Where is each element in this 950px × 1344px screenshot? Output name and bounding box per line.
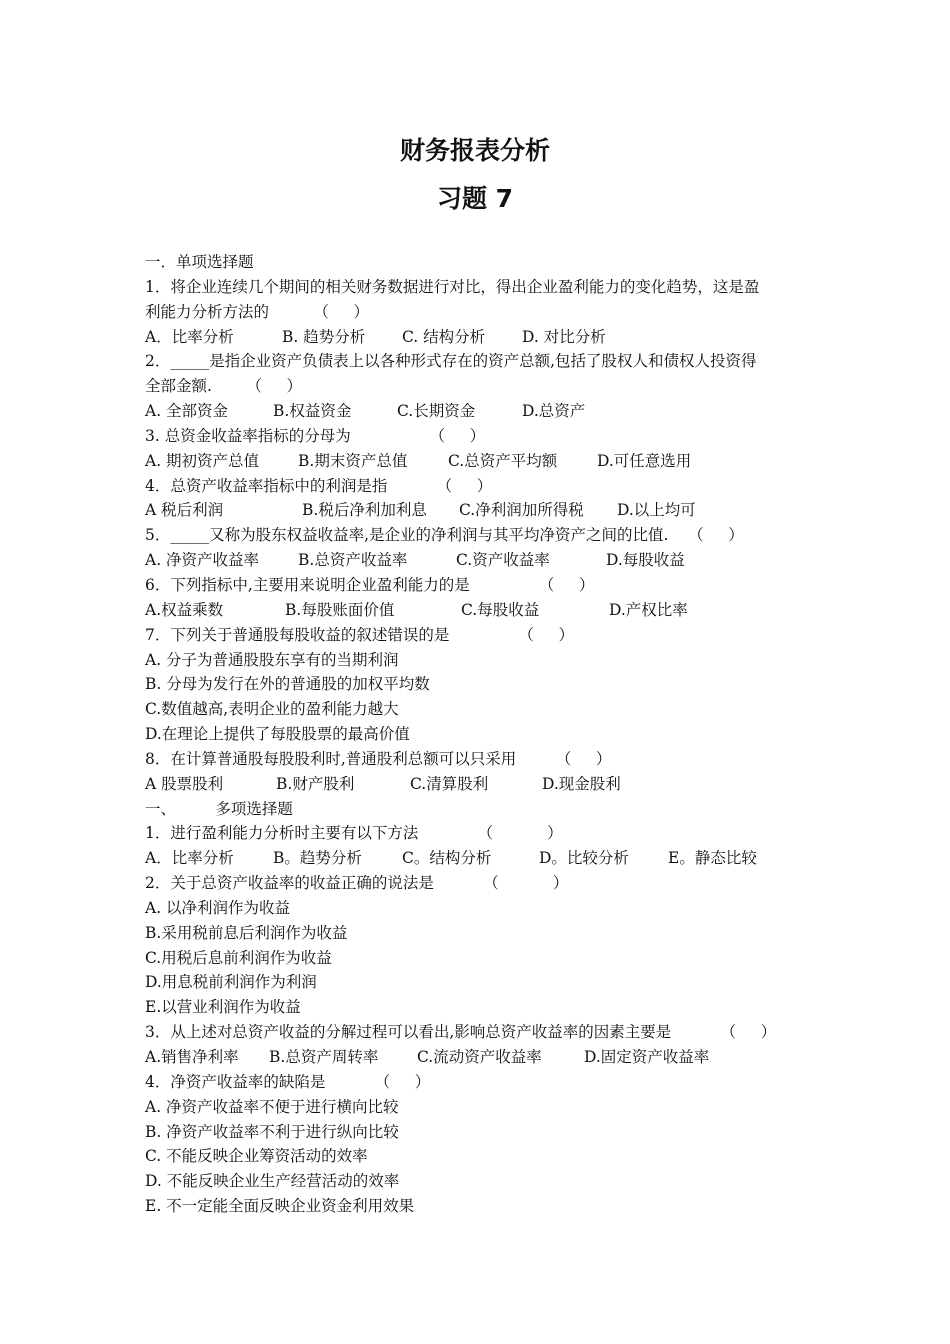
option: D.固定资产收益率 <box>584 1048 710 1066</box>
option-line: A. 以净利润作为收益 <box>145 898 291 917</box>
question-text: 2．_____是指企业资产负债表上以各种形式存在的资产总额,包括了股权人和债权人投资得 <box>145 352 757 371</box>
option-row <box>145 399 815 424</box>
option: C.清算股利 <box>410 774 489 793</box>
option-row <box>145 548 815 573</box>
option: D.现金股利 <box>542 774 621 793</box>
option: C。结构分析 <box>402 849 492 868</box>
option: B.财产股利 <box>276 774 355 793</box>
section-heading-multiple-choice: 一、 多项选择题 <box>145 799 293 818</box>
question-text: 2．关于总资产收益率的收益正确的说法是 （ ） <box>145 874 569 893</box>
option-line: D.用息税前利润作为利润 <box>145 973 317 992</box>
option: B.总资产周转率 <box>269 1048 379 1066</box>
question-text: 4．总资产收益率指标中的利润是指 （ ） <box>145 476 493 495</box>
option: B.总资产收益率 <box>298 551 408 570</box>
question-text: 5．_____又称为股东权益收益率,是企业的净利润与其平均净资产之间的比值. （ ） <box>145 526 744 545</box>
option-line: C.用税后息前利润作为收益 <box>145 948 332 967</box>
option: A．比率分析 <box>145 327 234 346</box>
option: D。比较分析 <box>539 849 629 868</box>
option: B.权益资金 <box>273 402 352 421</box>
option-row <box>145 846 815 871</box>
option: D.产权比率 <box>609 600 688 619</box>
option: A. 净资产收益率 <box>145 551 260 570</box>
question-text: 7．下列关于普通股每股收益的叙述错误的是 （ ） <box>145 625 574 644</box>
option: E。静态比较 <box>668 849 757 868</box>
question-text: 8．在计算普通股每股股利时,普通股利总额可以只采用 （ ） <box>145 749 612 768</box>
document-title: 财务报表分析 <box>399 136 550 165</box>
option-row <box>145 772 815 797</box>
option: D.每股收益 <box>606 551 685 570</box>
option-row <box>145 325 815 350</box>
option: D.总资产 <box>522 402 586 421</box>
option-row <box>145 449 815 474</box>
option: B。趋势分析 <box>273 849 362 868</box>
option: B.每股账面价值 <box>285 600 395 619</box>
option-line: A. 分子为普通股股东享有的当期利润 <box>145 650 399 669</box>
section-heading-single-choice: 一．单项选择题 <box>145 253 254 271</box>
option: C.净利润加所得税 <box>459 501 584 520</box>
option: A 税后利润 <box>145 501 224 520</box>
option: A.销售净利率 <box>145 1048 239 1066</box>
question-text: 全部金额. （ ） <box>145 377 303 396</box>
option: A．比率分析 <box>145 849 234 868</box>
option-line: E.以营业利润作为收益 <box>145 998 301 1017</box>
option: C.每股收益 <box>461 600 540 619</box>
option-line: B. 净资产收益率不利于进行纵向比较 <box>145 1122 399 1141</box>
document-subtitle: 习题 7 <box>436 184 514 213</box>
question-text: 1．将企业连续几个期间的相关财务数据进行对比，得出企业盈利能力的变化趋势，这是盈 <box>145 277 760 296</box>
option-line: E. 不一定能全面反映企业资金利用效果 <box>145 1197 415 1216</box>
option: B.税后净利加利息 <box>302 501 427 520</box>
option: C. 结构分析 <box>402 327 486 346</box>
question-text: 利能力分析方法的 （ ） <box>145 302 369 321</box>
option: B.期末资产总值 <box>298 451 408 470</box>
option: C.长期资金 <box>397 402 476 421</box>
option: B. 趋势分析 <box>282 327 366 346</box>
option: A. 期初资产总值 <box>145 451 260 470</box>
option-line: B. 分母为发行在外的普通股的加权平均数 <box>145 675 430 694</box>
question-text: 3．从上述对总资产收益的分解过程可以看出,影响总资产收益率的因素主要是 （ ） <box>145 1023 777 1042</box>
option-row <box>145 498 815 523</box>
option-line: B.采用税前息后利润作为收益 <box>145 923 348 942</box>
option-line: C. 不能反映企业筹资活动的效率 <box>145 1147 368 1166</box>
option-line: A. 净资产收益率不便于进行横向比较 <box>145 1097 399 1116</box>
option-row <box>145 598 815 623</box>
option: C.资产收益率 <box>456 551 550 570</box>
option-row <box>145 1045 815 1070</box>
option: D. 对比分析 <box>522 327 606 346</box>
option-line: C.数值越高,表明企业的盈利能力越大 <box>145 700 399 719</box>
option: A. 全部资金 <box>145 402 229 421</box>
question-text: 3. 总资金收益率指标的分母为 （ ） <box>145 426 486 445</box>
question-text: 1．进行盈利能力分析时主要有以下方法 （ ） <box>145 824 563 843</box>
question-text: 4．净资产收益率的缺陷是 （ ） <box>145 1072 431 1091</box>
option-line: D. 不能反映企业生产经营活动的效率 <box>145 1172 400 1191</box>
option-line: D.在理论上提供了每股股票的最高价值 <box>145 725 410 744</box>
option: A.权益乘数 <box>145 600 224 619</box>
option: C.总资产平均额 <box>448 451 558 470</box>
option: C.流动资产收益率 <box>417 1048 542 1066</box>
option: A 股票股利 <box>145 774 224 793</box>
option: D.可任意选用 <box>597 451 692 470</box>
question-text: 6．下列指标中,主要用来说明企业盈利能力的是 （ ） <box>145 575 595 594</box>
exercise-body <box>145 250 815 1219</box>
option: D.以上均可 <box>617 501 696 520</box>
